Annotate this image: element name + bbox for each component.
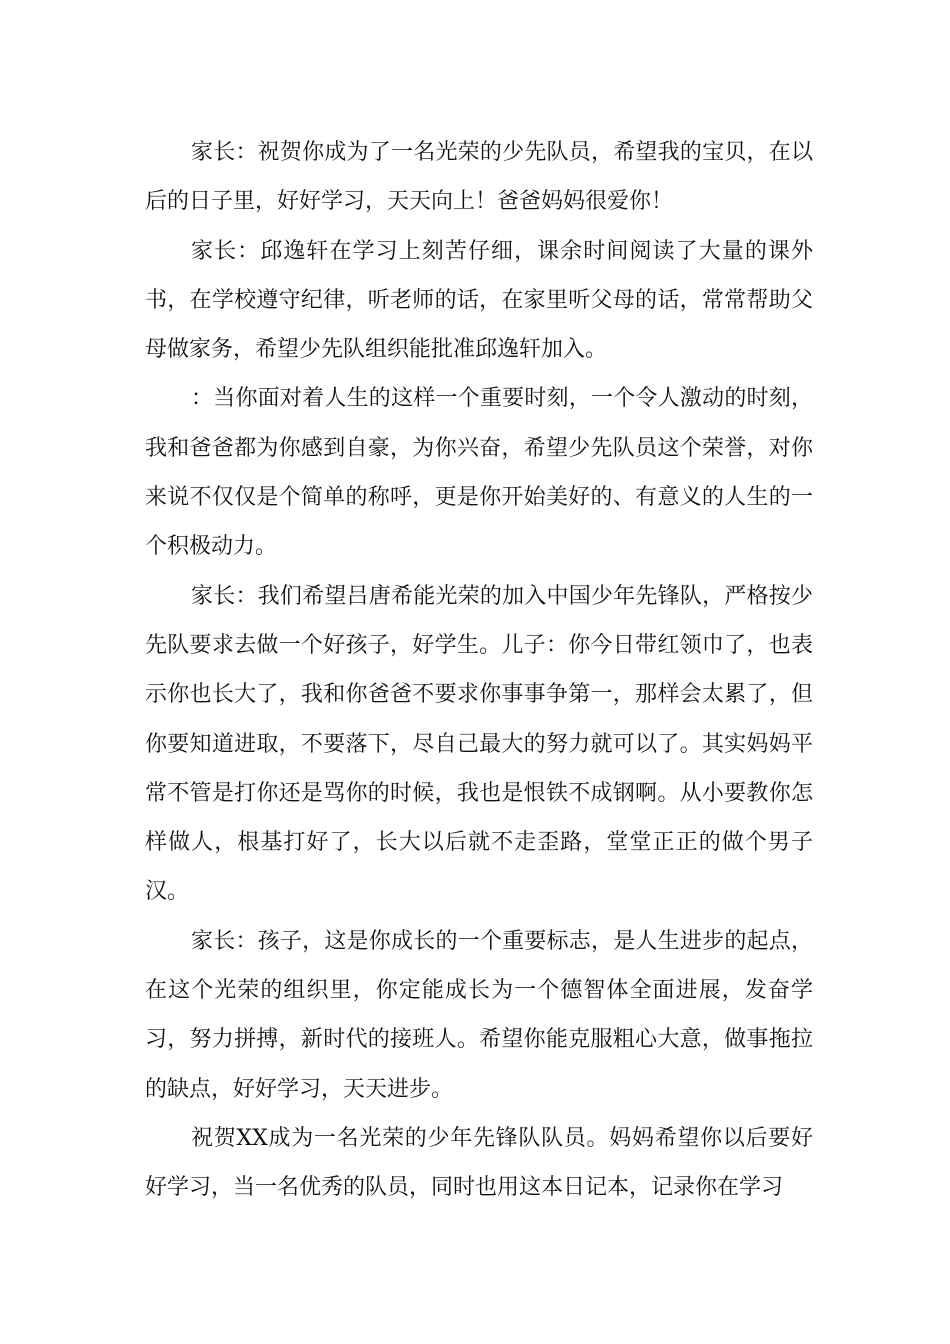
paragraph-5: 家长：孩子，这是你成长的一个重要标志，是人生进步的起点，在这个光荣的组织里，你定能成长为一个德智体全面进展，发奋学习，努力拼搏，新时代的接班人。希望你能克服粗心大意，做事拖拉的缺点，好好学习，天天进步。 [145, 928, 813, 1102]
paragraph-3: ：当你面对着人生的这样一个重要时刻，一个令人激动的时刻，我和爸爸都为你感到自豪，为你兴奋，希望少先队员这个荣誉，对你来说不仅仅是个简单的称呼，更是你开始美好的、有意义的人生的一个积极动力。 [145, 386, 813, 560]
paragraph-2: 家长：邱逸轩在学习上刻苦仔细，课余时间阅读了大量的课外书，在学校遵守纪律，听老师的话，在家里听父母的话，常常帮助父母做家务，希望少先队组织能批准邱逸轩加入。 [145, 238, 813, 363]
paragraph-4: 家长：我们希望吕唐希能光荣的加入中国少年先锋队，严格按少先队要求去做一个好孩子，好学生。儿子：你今日带红领巾了，也表示你也长大了，我和你爸爸不要求你事事争第一，那样会太累了，但你要知道进取，不要落下，尽自己最大的努力就可以了。其实妈妈平常不管是打你还是骂你的时候，我也是恨铁不成钢啊。从小要教你怎样做人，根基打好了，长大以后就不走歪路，堂堂正正的做个男子汉。 [145, 583, 813, 905]
document-body [145, 128, 813, 1213]
paragraph-1: 家长：祝贺你成为了一名光荣的少先队员，希望我的宝贝，在以后的日子里，好好学习，天天向上！爸爸妈妈很爱你！ [145, 140, 813, 215]
paragraph-6: 祝贺XX成为一名光荣的少年先锋队队员。妈妈希望你以后要好好学习，当一名优秀的队员，同时也用这本日记本，记录你在学习 [145, 1125, 813, 1201]
